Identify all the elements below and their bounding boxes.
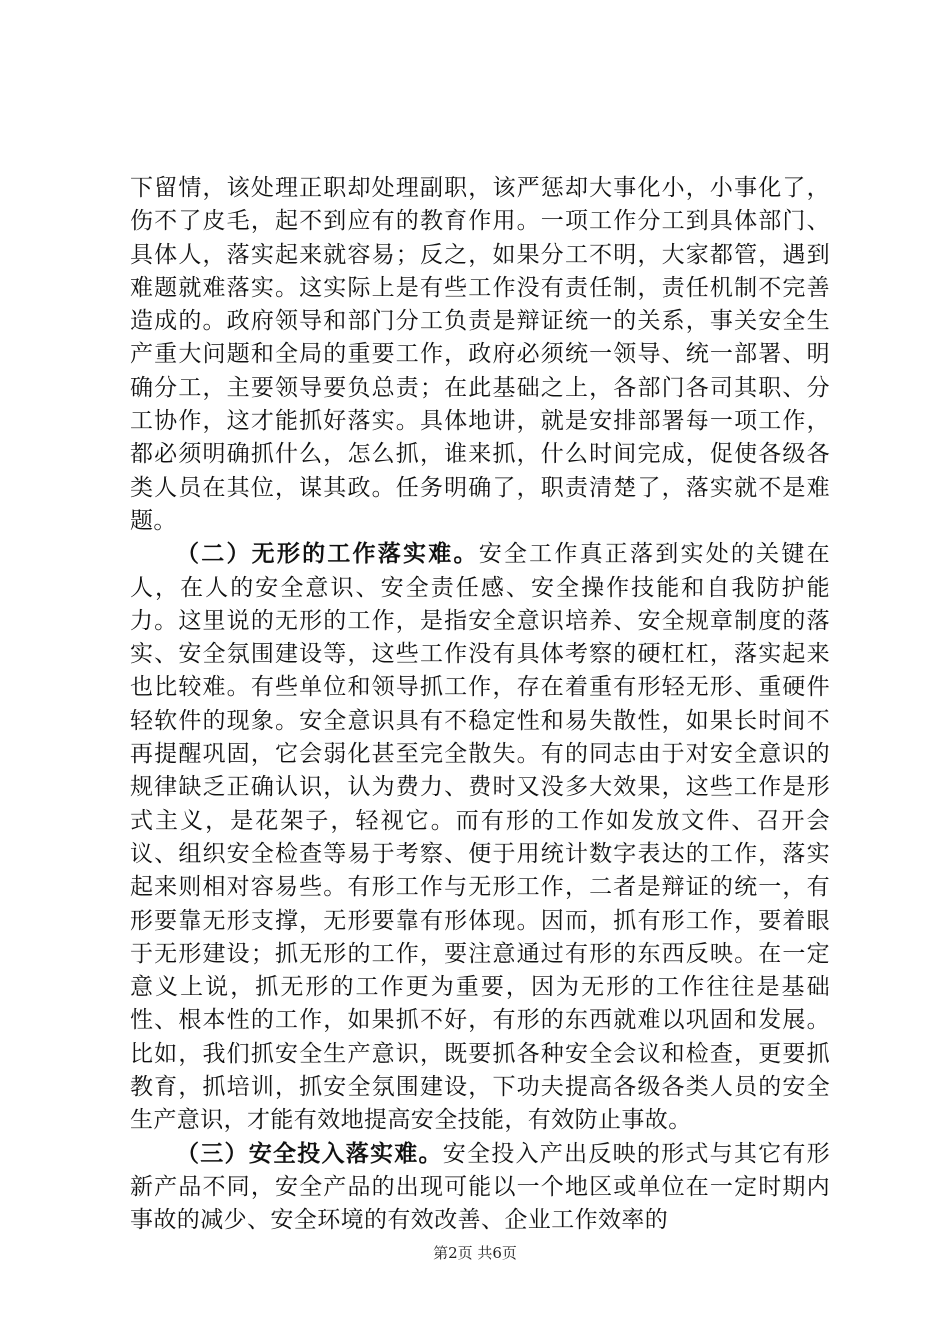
- paragraph-3-text: 安全投入产出反映的形式与其它有形新产品不同，安全产品的出现可能以一个地区或单位在一定时期内事故的减少、安全环境的有效改善、企业工作效率的: [130, 1140, 830, 1234]
- section-heading-3: （三）安全投入落实难。: [176, 1140, 443, 1167]
- paragraph-3: [130, 1138, 830, 1238]
- paragraph-1-text: 下留情，该处理正职却处理副职，该严惩却大事化小，小事化了，伤不了皮毛，起不到应有的教育作用。一项工作分工到具体部门、具体人，落实起来就容易；反之，如果分工不明，大家都管，遇到难题就难落实。这实际上是有些工作没有责任制，责任机制不完善造成的。政府领导和部门分工负责是辩证统一的关系，事关安全生产重大问题和全局的重要工作，政府必须统一领导、统一部署、明确分工，主要领导要负总责；在此基础之上，各部门各司其职、分工协作，这才能抓好落实。具体地讲，就是安排部署每一项工作，都必须明确抓什么，怎么抓，谁来抓，什么时间完成，促使各级各类人员在其位，谋其政。任务明确了，职责清楚了，落实就不是难题。: [130, 175, 830, 534]
- page-number: 第2页 共6页: [433, 1244, 517, 1262]
- paragraph-2: [130, 538, 830, 1137]
- page-footer: [0, 1242, 950, 1263]
- section-heading-2: （二）无形的工作落实难。: [176, 541, 479, 568]
- body-text: [130, 172, 830, 1238]
- paragraph-1: [130, 172, 830, 538]
- paragraph-2-text: 安全工作真正落到实处的关键在人，在人的安全意识、安全责任感、安全操作技能和自我防护能力。这里说的无形的工作，是指安全意识培养、安全规章制度的落实、安全氛围建设等，这些工作没有具体考察的硬杠杠，落实起来也比较难。有些单位和领导抓工作，存在着重有形轻无形、重硬件轻软件的现象。安全意识具有不稳定性和易失散性，如果长时间不再提醒巩固，它会弱化甚至完全散失。有的同志由于对安全意识的规律缺乏正确认识，认为费力、费时又没多大效果，这些工作是形式主义，是花架子，轻视它。而有形的工作如发放文件、召开会议、组织安全检查等易于考察、便于用统计数字表达的工作，落实起来则相对容易些。有形工作与无形工作，二者是辩证的统一，有形要靠无形支撑，无形要靠有形体现。因而，抓有形工作，要着眼于无形建设；抓无形的工作，要注意通过有形的东西反映。在一定意义上说，抓无形的工作更为重要，因为无形的工作往往是基础性、根本性的工作，如果抓不好，有形的东西就难以巩固和发展。比如，我们抓安全生产意识，既要抓各种安全会议和检查，更要抓教育，抓培训，抓安全氛围建设，下功夫提高各级各类人员的安全生产意识，才能有效地提高安全技能，有效防止事故。: [130, 541, 830, 1134]
